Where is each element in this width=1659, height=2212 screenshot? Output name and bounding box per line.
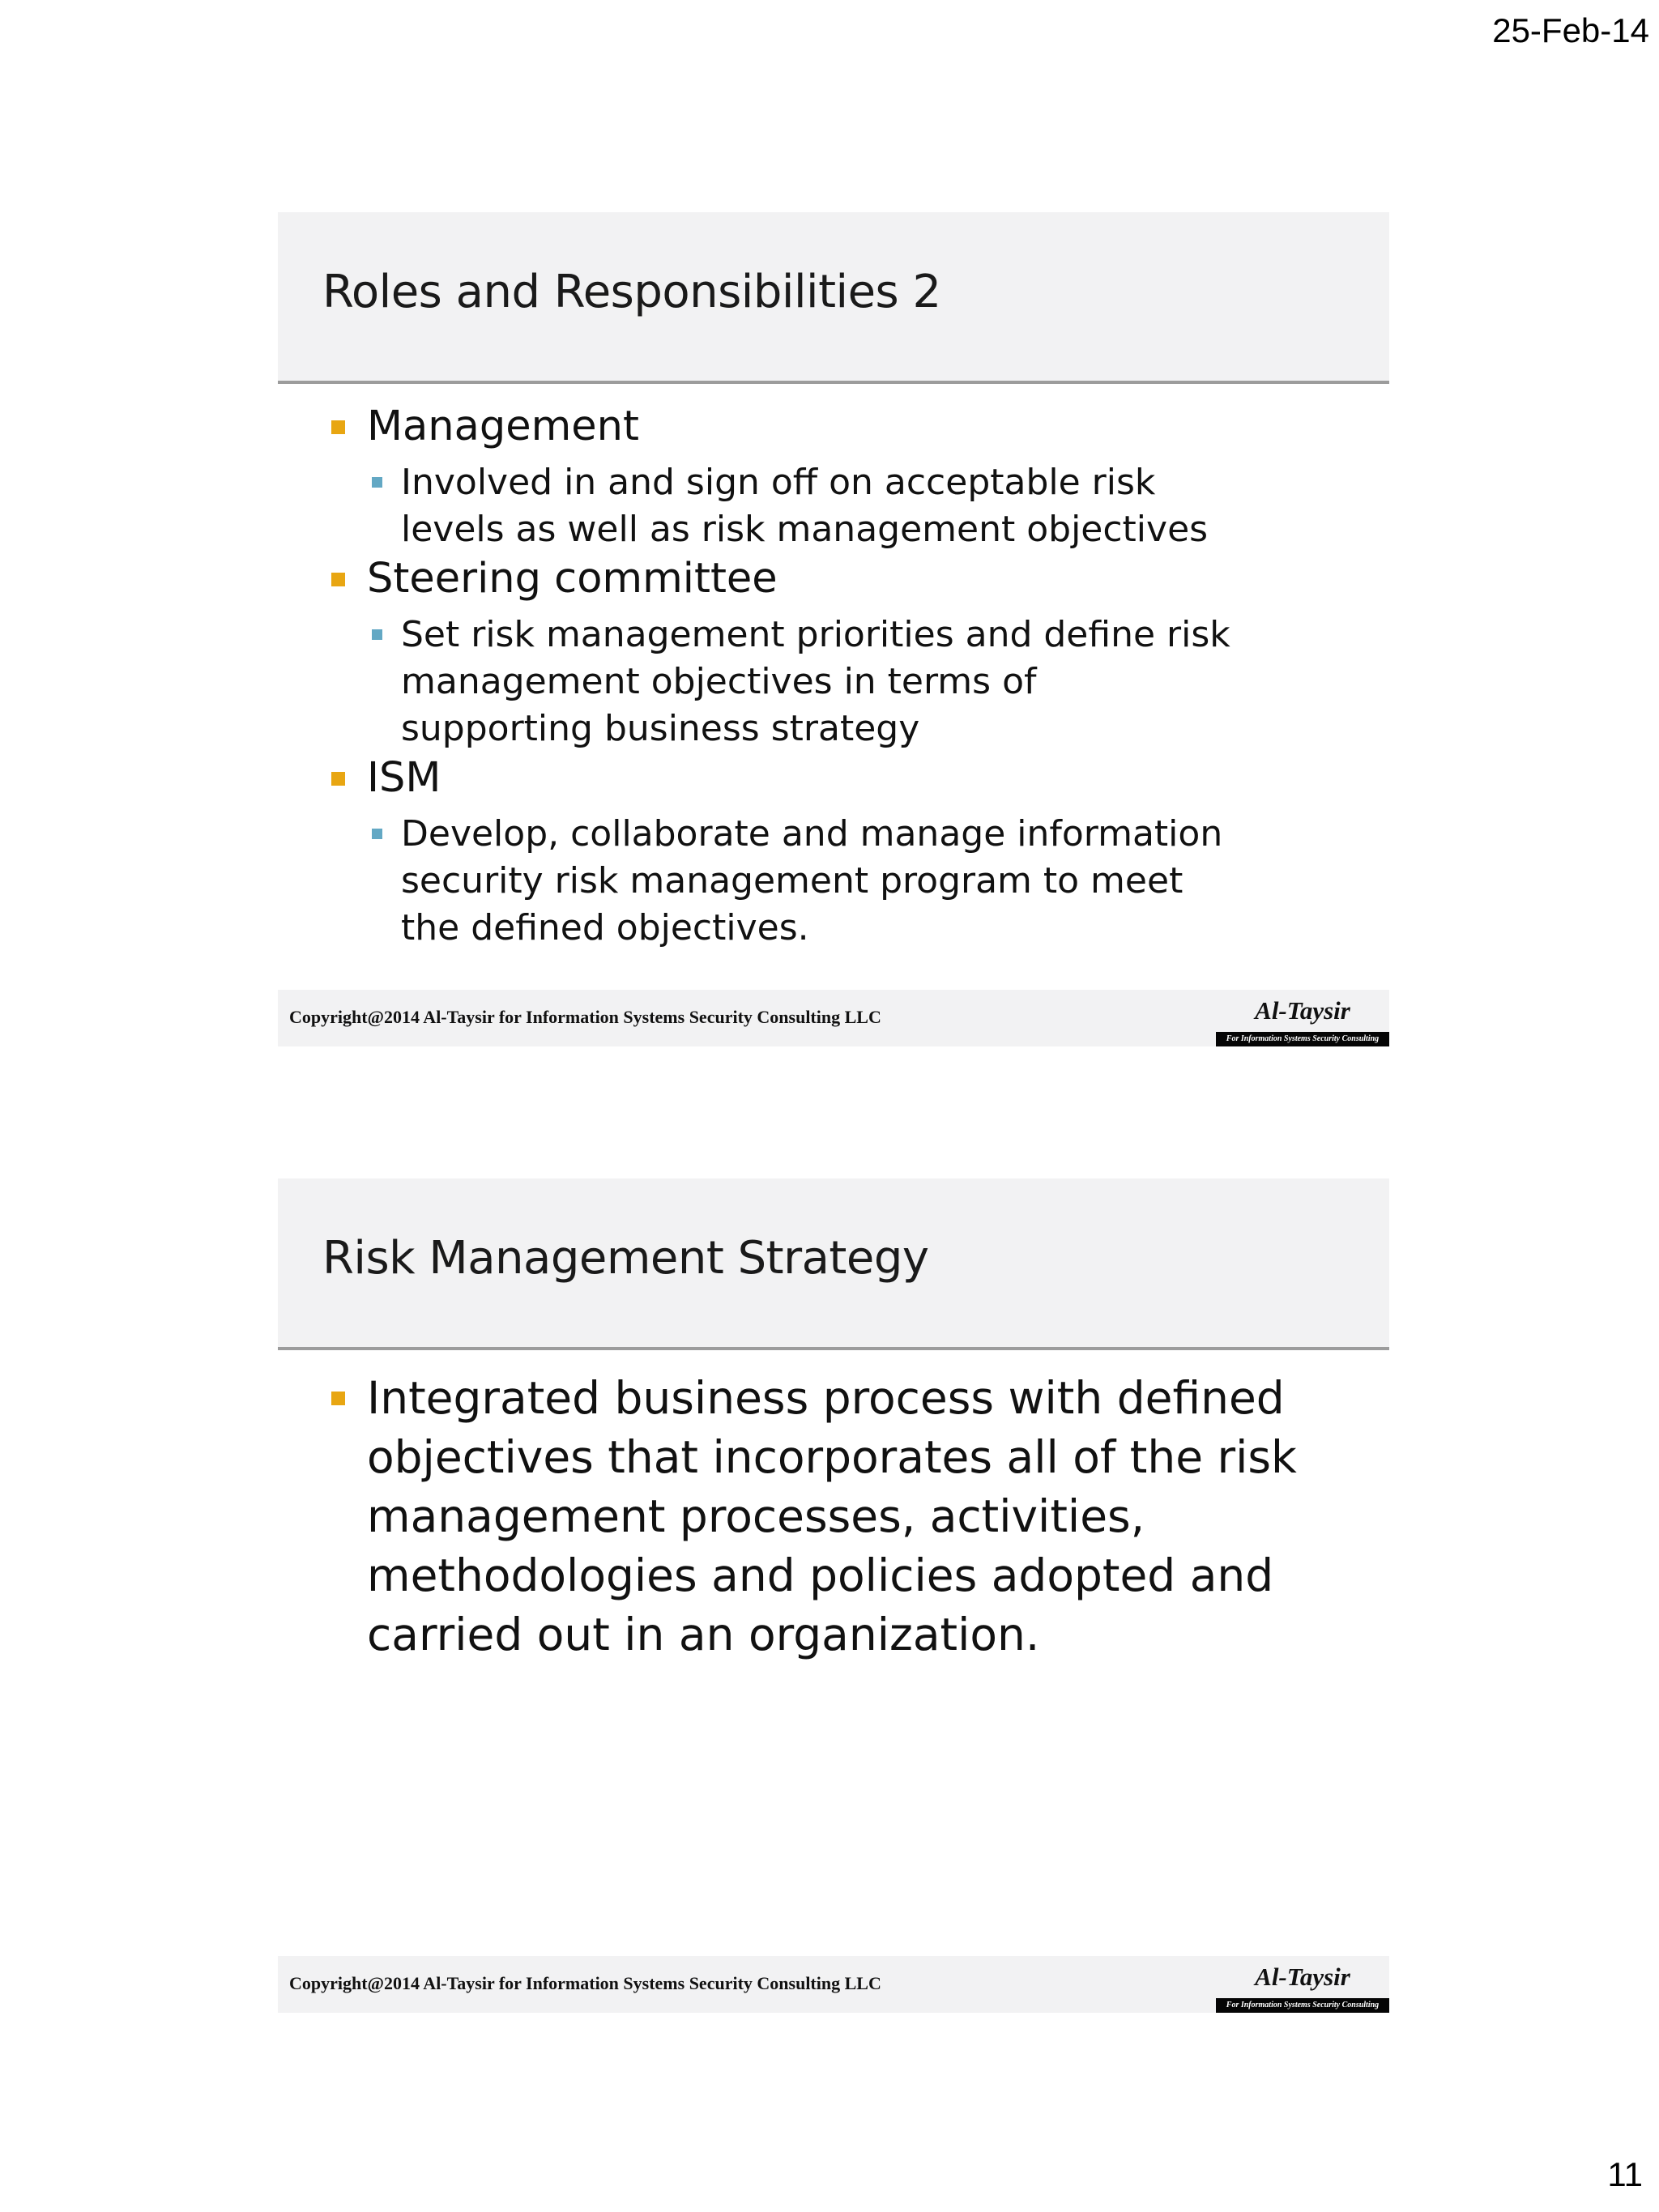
sub-bullet-management [278, 459, 1234, 553]
slide-footer [278, 1956, 1389, 2013]
sub-bullet-ism [278, 811, 1234, 952]
slide-body [278, 403, 1389, 978]
company-logo [1216, 995, 1389, 1046]
logo-tagline: For Information Systems Security Consulting [1216, 1998, 1389, 2013]
square-bullet-icon [372, 629, 382, 640]
slide-header [278, 212, 1389, 384]
title-divider [278, 1347, 1389, 1350]
slide-title: Risk Management Strategy [322, 1232, 929, 1285]
logo-name: Al-Taysir [1255, 996, 1350, 1025]
page-number: 11 [1607, 2155, 1643, 2193]
sub-bullet-text: Set risk management priorities and define risk management objectives in terms of supporting business strategy [401, 614, 1230, 749]
slide-title: Roles and Responsibilities 2 [322, 266, 941, 318]
title-divider [278, 381, 1389, 384]
slide-risk-management-strategy [278, 1178, 1389, 2013]
page-date: 25-Feb-14 [1492, 11, 1649, 49]
bullet-text: Integrated business process with defined objectives that incorporates all of the risk management processes, activities, methodologies and policies adopted and carried out in an organization. [367, 1372, 1297, 1660]
square-bullet-icon [331, 1392, 345, 1405]
square-bullet-icon [331, 573, 345, 586]
company-logo [1216, 1961, 1389, 2013]
slide-roles-and-responsibilities [278, 212, 1389, 1046]
slide-header [278, 1178, 1389, 1350]
slide-body [278, 1369, 1389, 1944]
square-bullet-icon [331, 420, 345, 434]
slide-footer [278, 990, 1389, 1046]
bullet-integrated-business-process [278, 1369, 1380, 1664]
bullet-steering-committee [278, 555, 1389, 603]
bullet-text: Steering committee [367, 555, 778, 603]
sub-bullet-text: Involved in and sign off on acceptable risk levels as well as risk management objectives [401, 462, 1209, 550]
square-bullet-icon [331, 772, 345, 786]
square-bullet-icon [372, 477, 382, 488]
copyright-text: Copyright@2014 Al-Taysir for Information Systems Security Consulting LLC [289, 1007, 881, 1027]
square-bullet-icon [372, 829, 382, 839]
logo-tagline: For Information Systems Security Consulting [1216, 1032, 1389, 1046]
sub-bullet-text: Develop, collaborate and manage information security risk management program to meet the defined objectives. [401, 813, 1223, 948]
sub-bullet-steering-committee [278, 612, 1234, 752]
bullet-text: Management [367, 403, 639, 450]
copyright-text: Copyright@2014 Al-Taysir for Information Systems Security Consulting LLC [289, 1973, 881, 1993]
bullet-ism [278, 754, 1389, 803]
logo-name: Al-Taysir [1255, 1963, 1350, 1991]
bullet-text: ISM [367, 754, 441, 802]
bullet-management [278, 403, 1389, 451]
